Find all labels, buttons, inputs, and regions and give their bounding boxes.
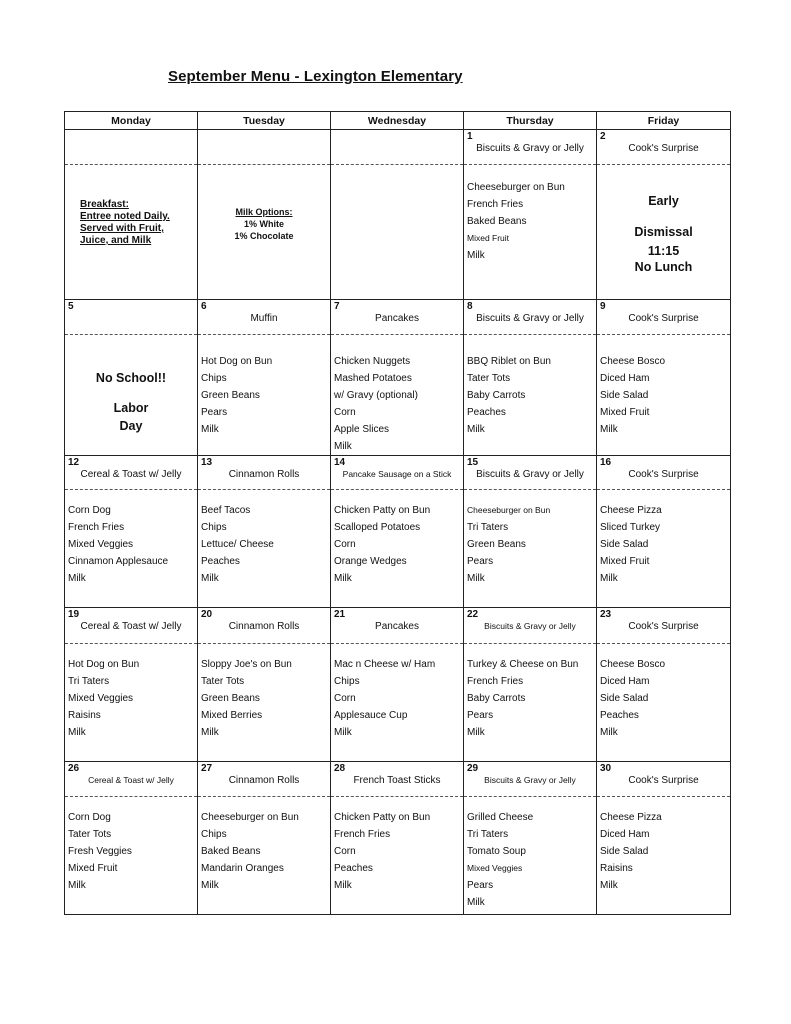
date-number: 27	[201, 763, 213, 774]
lunch-item: Cinnamon Applesauce	[68, 556, 169, 567]
lunch-item: Corn Dog	[68, 505, 111, 516]
weekday-header: Friday	[597, 112, 731, 130]
lunch-row	[65, 335, 731, 456]
breakfast-item: Muffin	[250, 313, 278, 324]
breakfast-item: Cook's Surprise	[628, 775, 699, 786]
weekday-header: Thursday	[464, 112, 597, 130]
lunch-item: Corn Dog	[68, 812, 111, 823]
lunch-item: Chips	[334, 676, 360, 687]
date-number: 21	[334, 609, 346, 620]
date-number: 30	[600, 763, 612, 774]
date-number: 15	[467, 457, 479, 468]
lunch-cell	[597, 335, 731, 456]
lunch-item: Milk	[68, 727, 86, 738]
lunch-item: Milk	[201, 573, 219, 584]
lunch-list	[65, 490, 197, 587]
early-dismissal-note	[597, 179, 730, 275]
lunch-item: w/ Gravy (optional)	[334, 390, 418, 401]
early-dismissal-line: Dismissal	[634, 225, 693, 239]
day-cell	[331, 456, 464, 490]
lunch-item: Mixed Fruit	[68, 863, 118, 874]
day-cell	[597, 608, 731, 644]
day-cell	[198, 608, 331, 644]
lunch-list	[597, 165, 730, 179]
breakfast-item: Pancakes	[375, 313, 419, 324]
lunch-cell	[198, 165, 331, 300]
lunch-list	[198, 644, 330, 741]
lunch-item: Raisins	[600, 863, 633, 874]
menu-calendar	[64, 111, 731, 915]
lunch-item: Applesauce Cup	[334, 710, 408, 721]
lunch-item: Milk	[600, 573, 618, 584]
breakfast-item: Cereal & Toast w/ Jelly	[88, 775, 174, 785]
lunch-item: Corn	[334, 846, 356, 857]
date-number	[65, 130, 197, 142]
lunch-item: Baked Beans	[201, 846, 261, 857]
lunch-item: Chips	[201, 373, 227, 384]
lunch-item: Peaches	[467, 407, 506, 418]
lunch-cell	[331, 165, 464, 300]
lunch-cell	[65, 490, 198, 608]
day-cell	[464, 456, 597, 490]
day-cell	[331, 608, 464, 644]
lunch-item: Side Salad	[600, 390, 649, 401]
breakfast-item: Biscuits & Gravy or Jelly	[476, 469, 584, 480]
lunch-cell	[65, 165, 198, 300]
breakfast-item: Pancake Sausage on a Stick	[342, 469, 452, 479]
lunch-list	[65, 165, 197, 179]
lunch-row	[65, 165, 731, 300]
day-cell	[464, 762, 597, 797]
lunch-cell	[331, 797, 464, 915]
lunch-item: Mac n Cheese w/ Ham	[334, 659, 436, 670]
lunch-row	[65, 797, 731, 915]
day-cell	[597, 762, 731, 797]
lunch-item: Lettuce/ Cheese	[201, 539, 274, 550]
breakfast-note-line: Breakfast:	[80, 199, 129, 210]
date-number	[198, 130, 330, 142]
lunch-item: Fresh Veggies	[68, 846, 132, 857]
date-row	[65, 608, 731, 644]
date-number	[331, 130, 463, 142]
day-cell	[65, 300, 198, 335]
breakfast-item: Cinnamon Rolls	[228, 775, 300, 786]
breakfast-item: Cinnamon Rolls	[228, 621, 300, 632]
lunch-item: Tri Taters	[467, 522, 509, 533]
lunch-list	[464, 490, 596, 587]
lunch-item: Tater Tots	[68, 829, 112, 840]
lunch-item: Green Beans	[201, 693, 260, 704]
lunch-item: Milk	[600, 424, 618, 435]
lunch-item: Milk	[467, 897, 485, 908]
lunch-list	[464, 644, 596, 741]
early-dismissal-line: 11:15	[647, 244, 680, 258]
breakfast-note	[65, 179, 197, 247]
lunch-item: Milk	[334, 880, 352, 891]
date-row	[65, 456, 731, 490]
lunch-item: Pears	[201, 407, 228, 418]
lunch-row	[65, 644, 731, 762]
lunch-list	[331, 490, 463, 587]
lunch-item: French Fries	[467, 199, 524, 210]
lunch-item: Milk	[334, 573, 352, 584]
lunch-cell	[65, 644, 198, 762]
weekday-header-row	[65, 112, 731, 130]
labor-day-line: No School!!	[95, 371, 167, 385]
breakfast-item: Biscuits & Gravy or Jelly	[484, 621, 576, 631]
lunch-item: Milk	[467, 727, 485, 738]
lunch-cell	[464, 490, 597, 608]
lunch-list	[597, 335, 730, 438]
lunch-list	[331, 644, 463, 741]
lunch-cell	[198, 797, 331, 915]
breakfast-item: Cereal & Toast w/ Jelly	[80, 469, 182, 480]
date-number: 8	[467, 301, 473, 312]
date-row	[65, 130, 731, 165]
lunch-item: Mixed Veggies	[467, 863, 523, 873]
day-cell	[597, 130, 731, 165]
lunch-item: Milk	[68, 573, 86, 584]
breakfast-item: Biscuits & Gravy or Jelly	[484, 775, 576, 785]
breakfast-item: Cook's Surprise	[628, 143, 699, 154]
lunch-item: Cheese Bosco	[600, 659, 666, 670]
lunch-item: Peaches	[600, 710, 639, 721]
lunch-item: Milk	[334, 441, 352, 452]
lunch-item: Milk	[201, 424, 219, 435]
lunch-item: Baby Carrots	[467, 390, 526, 401]
lunch-item: Cheese Pizza	[600, 812, 662, 823]
date-number: 20	[201, 609, 213, 620]
lunch-item: Raisins	[68, 710, 101, 721]
day-cell	[198, 130, 331, 165]
breakfast-item: Cook's Surprise	[628, 469, 699, 480]
labor-day-line: Labor	[113, 401, 149, 415]
lunch-item: Mixed Fruit	[600, 556, 650, 567]
lunch-item: Cheese Pizza	[600, 505, 662, 516]
breakfast-item: Cook's Surprise	[628, 313, 699, 324]
lunch-item: Hot Dog on Bun	[68, 659, 140, 670]
lunch-cell	[464, 797, 597, 915]
lunch-item: Mixed Fruit	[600, 407, 650, 418]
breakfast-item: Cook's Surprise	[628, 621, 699, 632]
lunch-list	[464, 797, 596, 911]
lunch-item: Milk	[467, 250, 485, 261]
lunch-item: Milk	[201, 880, 219, 891]
lunch-item: Cheeseburger on Bun	[467, 505, 551, 515]
labor-day-line: Day	[119, 419, 143, 433]
lunch-item: Green Beans	[201, 390, 260, 401]
date-number: 7	[334, 301, 340, 312]
lunch-list	[198, 797, 330, 894]
date-number: 2	[600, 131, 606, 142]
lunch-item: Mixed Veggies	[68, 693, 134, 704]
lunch-item: Corn	[334, 693, 356, 704]
breakfast-item: French Toast Sticks	[353, 775, 441, 786]
lunch-item: Tater Tots	[201, 676, 245, 687]
weekday-header: Monday	[65, 112, 198, 130]
date-number: 13	[201, 457, 213, 468]
lunch-cell	[331, 490, 464, 608]
day-cell	[464, 300, 597, 335]
milk-options-line: 1% White	[243, 219, 284, 229]
page-title: September Menu - Lexington Elementary	[168, 68, 463, 85]
day-cell	[464, 608, 597, 644]
breakfast-item: Cereal & Toast w/ Jelly	[80, 621, 182, 632]
lunch-item: Scalloped Potatoes	[334, 522, 421, 533]
lunch-list	[331, 165, 463, 179]
date-number: 29	[467, 763, 479, 774]
lunch-item: Sliced Turkey	[600, 522, 661, 533]
lunch-list	[597, 797, 730, 894]
lunch-item: Milk	[467, 573, 485, 584]
lunch-item: Corn	[334, 539, 356, 550]
date-number: 26	[68, 763, 80, 774]
lunch-item: Chips	[201, 829, 227, 840]
day-cell	[198, 300, 331, 335]
day-cell	[65, 456, 198, 490]
lunch-cell	[65, 797, 198, 915]
milk-options-line: 1% Chocolate	[234, 231, 294, 241]
lunch-item: Pears	[467, 710, 494, 721]
lunch-item: French Fries	[68, 522, 125, 533]
labor-day-note	[65, 353, 197, 435]
lunch-item: Side Salad	[600, 846, 649, 857]
lunch-item: Mixed Veggies	[68, 539, 134, 550]
date-row	[65, 300, 731, 335]
lunch-item: Diced Ham	[600, 373, 650, 384]
lunch-item: Tri Taters	[68, 676, 110, 687]
lunch-item: Milk	[68, 880, 86, 891]
date-number: 23	[600, 609, 612, 620]
lunch-list	[464, 165, 596, 264]
early-dismissal-line: No Lunch	[634, 260, 693, 274]
lunch-cell	[597, 165, 731, 300]
lunch-item: Milk	[334, 727, 352, 738]
date-number: 9	[600, 301, 606, 312]
lunch-item: Cheeseburger on Bun	[467, 182, 565, 193]
date-number: 19	[68, 609, 80, 620]
lunch-item: Apple Slices	[334, 424, 390, 435]
lunch-row	[65, 490, 731, 608]
lunch-list	[331, 335, 463, 455]
date-number: 28	[334, 763, 346, 774]
lunch-cell	[597, 490, 731, 608]
lunch-list	[331, 797, 463, 894]
lunch-cell	[198, 490, 331, 608]
lunch-item: Peaches	[201, 556, 240, 567]
lunch-cell	[464, 644, 597, 762]
lunch-cell	[464, 335, 597, 456]
lunch-item: Baby Carrots	[467, 693, 526, 704]
lunch-item: Tomato Soup	[467, 846, 526, 857]
date-number: 5	[68, 301, 74, 312]
date-number: 6	[201, 301, 207, 312]
lunch-item: Chips	[201, 522, 227, 533]
date-number: 22	[467, 609, 479, 620]
milk-options-note	[198, 179, 330, 242]
lunch-cell	[597, 644, 731, 762]
lunch-item: Grilled Cheese	[467, 812, 534, 823]
lunch-item: Mixed Berries	[201, 710, 263, 721]
day-cell	[331, 300, 464, 335]
breakfast-note-line: Entree noted Daily.	[80, 211, 170, 222]
lunch-item: Mashed Potatoes	[334, 373, 412, 384]
lunch-item: Chicken Patty on Bun	[334, 505, 431, 516]
lunch-list	[65, 644, 197, 741]
lunch-item: Green Beans	[467, 539, 526, 550]
lunch-list	[65, 335, 197, 353]
lunch-item: Corn	[334, 407, 356, 418]
lunch-item: French Fries	[467, 676, 524, 687]
lunch-cell	[198, 644, 331, 762]
lunch-list	[198, 335, 330, 438]
lunch-item: BBQ Riblet on Bun	[467, 356, 551, 367]
day-cell	[198, 456, 331, 490]
lunch-cell	[331, 335, 464, 456]
lunch-item: Tri Taters	[467, 829, 509, 840]
lunch-item: Baked Beans	[467, 216, 527, 227]
date-number: 1	[467, 131, 473, 142]
lunch-item: Beef Tacos	[201, 505, 251, 516]
day-cell	[464, 130, 597, 165]
breakfast-note-line: Served with Fruit,	[80, 223, 164, 234]
lunch-list	[464, 335, 596, 438]
day-cell	[65, 130, 198, 165]
lunch-list	[597, 644, 730, 741]
lunch-item: Turkey & Cheese on Bun	[467, 659, 579, 670]
lunch-cell	[464, 165, 597, 300]
lunch-item: Milk	[201, 727, 219, 738]
lunch-item: Peaches	[334, 863, 373, 874]
lunch-item: Chicken Nuggets	[334, 356, 411, 367]
milk-options-line: Milk Options:	[235, 207, 293, 217]
day-cell	[331, 130, 464, 165]
day-cell	[597, 456, 731, 490]
lunch-item: Milk	[467, 424, 485, 435]
lunch-item: Hot Dog on Bun	[201, 356, 273, 367]
breakfast-item: Biscuits & Gravy or Jelly	[476, 143, 584, 154]
date-number: 14	[334, 457, 346, 468]
day-cell	[65, 608, 198, 644]
lunch-list	[65, 797, 197, 894]
lunch-item: Chicken Patty on Bun	[334, 812, 431, 823]
lunch-item: Side Salad	[600, 539, 649, 550]
day-cell	[65, 762, 198, 797]
lunch-cell	[597, 797, 731, 915]
date-row	[65, 762, 731, 797]
lunch-item: Tater Tots	[467, 373, 511, 384]
lunch-item: Pears	[467, 880, 494, 891]
lunch-item: Orange Wedges	[334, 556, 407, 567]
weekday-header: Wednesday	[331, 112, 464, 130]
breakfast-note-line: Juice, and Milk	[80, 235, 152, 246]
lunch-item: French Fries	[334, 829, 391, 840]
weekday-header: Tuesday	[198, 112, 331, 130]
day-cell	[198, 762, 331, 797]
day-cell	[331, 762, 464, 797]
lunch-list	[198, 490, 330, 587]
lunch-cell	[65, 335, 198, 456]
lunch-item: Diced Ham	[600, 676, 650, 687]
lunch-item: Pears	[467, 556, 494, 567]
lunch-item: Cheese Bosco	[600, 356, 666, 367]
lunch-item: Mandarin Oranges	[201, 863, 284, 874]
lunch-item: Sloppy Joe's on Bun	[201, 659, 292, 670]
day-cell	[597, 300, 731, 335]
lunch-item: Milk	[600, 880, 618, 891]
breakfast-item: Biscuits & Gravy or Jelly	[476, 313, 584, 324]
early-dismissal-line: Early	[648, 194, 679, 208]
lunch-item: Mixed Fruit	[467, 233, 510, 243]
lunch-item: Side Salad	[600, 693, 649, 704]
lunch-item: Diced Ham	[600, 829, 650, 840]
date-number: 12	[68, 457, 80, 468]
breakfast-item: Pancakes	[375, 621, 419, 632]
lunch-cell	[331, 644, 464, 762]
lunch-cell	[198, 335, 331, 456]
lunch-list	[198, 165, 330, 179]
date-number: 16	[600, 457, 612, 468]
breakfast-item: Cinnamon Rolls	[228, 469, 300, 480]
lunch-item: Cheeseburger on Bun	[201, 812, 299, 823]
lunch-list	[597, 490, 730, 587]
lunch-item: Milk	[600, 727, 618, 738]
